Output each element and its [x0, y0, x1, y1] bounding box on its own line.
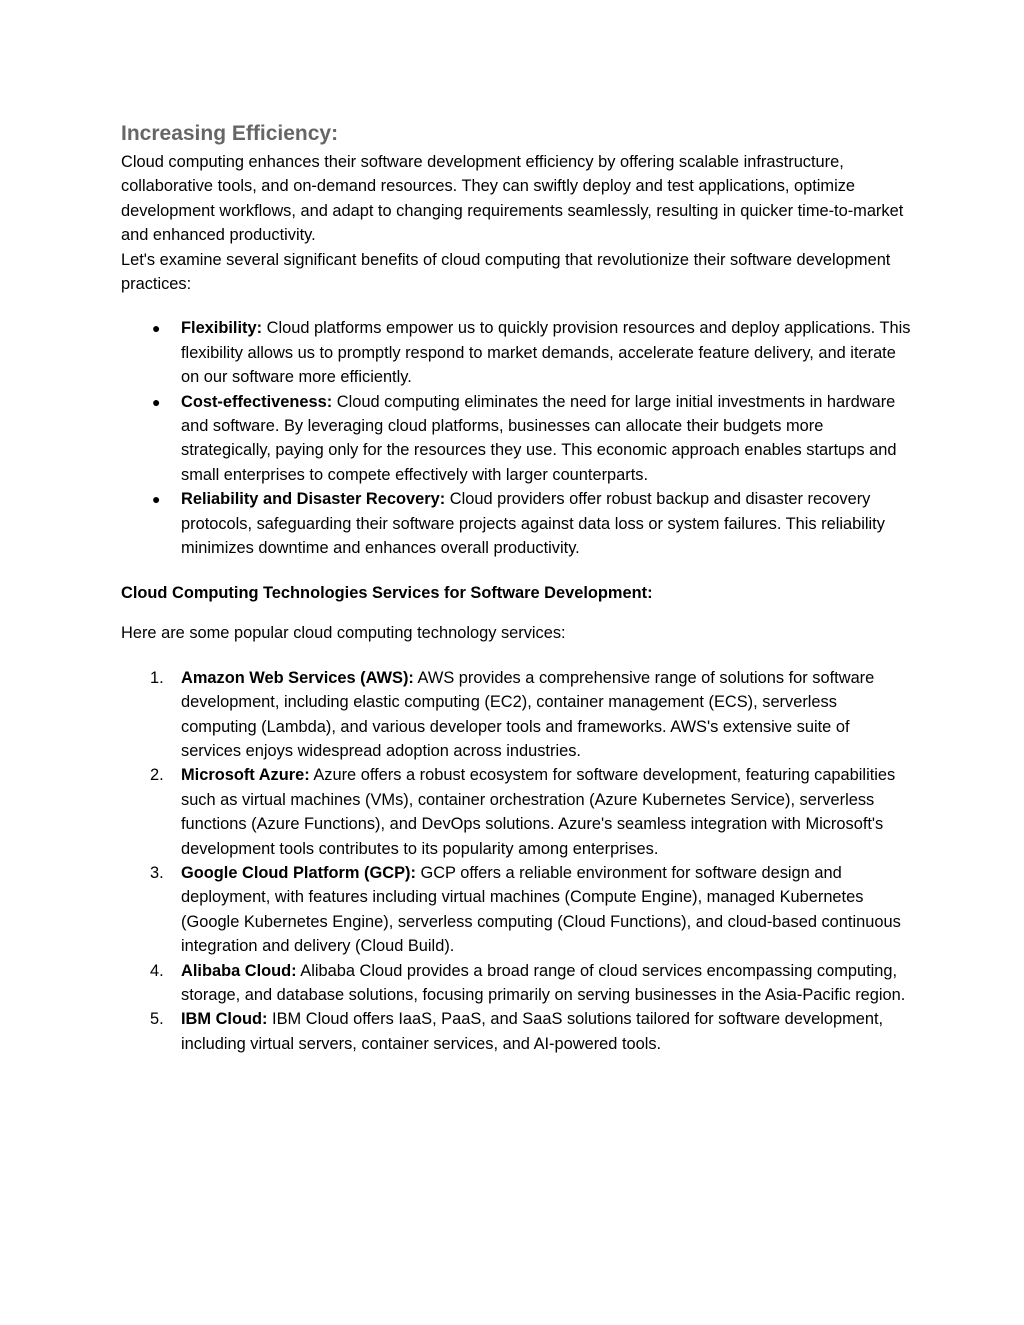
service-term: Microsoft Azure: — [181, 766, 310, 785]
list-number: 3. — [150, 863, 164, 882]
list-item — [121, 487, 911, 560]
list-item — [121, 390, 911, 488]
bullet-icon: ● — [152, 393, 161, 410]
service-term: Google Cloud Platform (GCP): — [181, 863, 416, 882]
services-list — [121, 666, 911, 1057]
list-item — [121, 666, 911, 764]
bullet-icon: ● — [152, 320, 161, 337]
list-number: 2. — [150, 766, 164, 785]
list-number: 5. — [150, 1010, 164, 1029]
benefit-term: Cost-effectiveness: — [181, 392, 333, 411]
benefit-text: Cloud computing eliminates the need for large initial investments in hardware and software. By leveraging cloud platforms, businesses can allocate their budgets more strategically, paying only for the resources they use. This economic approach enables startups and small enterprises to compete effectively with larger counterparts. — [181, 392, 897, 484]
list-item — [121, 763, 911, 861]
benefits-list — [121, 316, 911, 560]
service-text: Azure offers a robust ecosystem for software development, featuring capabilities such as virtual machines (VMs), container orchestration (Azure Kubernetes Service), serverless functions (Azure Functions), and DevOps solutions. Azure's seamless integration with Microsoft's development tools contributes to its popularity among enterprises. — [181, 766, 896, 858]
benefit-text: Cloud providers offer robust backup and disaster recovery protocols, safeguarding their software projects against data loss or system failures. This reliability minimizes downtime and enhances overall productivity. — [181, 490, 885, 558]
list-item — [121, 1007, 911, 1056]
service-text: Alibaba Cloud provides a broad range of cloud services encompassing computing, storage, and database solutions, focusing primarily on serving businesses in the Asia-Pacific region. — [181, 961, 906, 1004]
services-subheading: Cloud Computing Technologies Services for Software Development: — [121, 583, 653, 602]
document-page — [121, 118, 911, 1056]
list-number: 1. — [150, 668, 164, 687]
page-heading: Increasing Efficiency: — [121, 122, 339, 145]
list-item — [121, 316, 911, 389]
intro-paragraph: Cloud computing enhances their software development efficiency by offering scalable infrastructure, collaborative tools, and on-demand resources. They can swiftly deploy and test applications, optimize development workflows, and adapt to changing requirements seamlessly, resulting in quicker time-to-market and enhanced productivity. — [121, 153, 904, 245]
service-term: Amazon Web Services (AWS): — [181, 668, 414, 687]
list-item — [121, 861, 911, 959]
service-term: IBM Cloud: — [181, 1010, 268, 1029]
service-term: Alibaba Cloud: — [181, 961, 297, 980]
list-item — [121, 959, 911, 1008]
benefit-term: Flexibility: — [181, 319, 263, 338]
service-text: IBM Cloud offers IaaS, PaaS, and SaaS solutions tailored for software development, including virtual servers, container services, and AI-powered tools. — [181, 1010, 884, 1053]
list-number: 4. — [150, 961, 164, 980]
service-text: GCP offers a reliable environment for software design and deployment, with features including virtual machines (Compute Engine), managed Kubernetes (Google Kubernetes Engine), serverless computing (Cloud Functions), and cloud-based continuous integration and delivery (Cloud Build). — [181, 863, 901, 956]
benefits-lead-paragraph: Let's examine several significant benefits of cloud computing that revolutionize their software development practices: — [121, 250, 891, 294]
services-intro-paragraph: Here are some popular cloud computing technology services: — [121, 624, 566, 643]
service-text: AWS provides a comprehensive range of solutions for software development, including elastic computing (EC2), container management (ECS), serverless computing (Lambda), and various developer tools and frameworks. AWS's extensive suite of services enjoys widespread adoption across industries. — [181, 668, 875, 760]
benefit-term: Reliability and Disaster Recovery: — [181, 490, 446, 509]
bullet-icon: ● — [152, 491, 161, 508]
benefit-text: Cloud platforms empower us to quickly provision resources and deploy applications. This flexibility allows us to promptly respond to market demands, accelerate feature delivery, and iterate on our software more efficiently. — [181, 319, 911, 387]
